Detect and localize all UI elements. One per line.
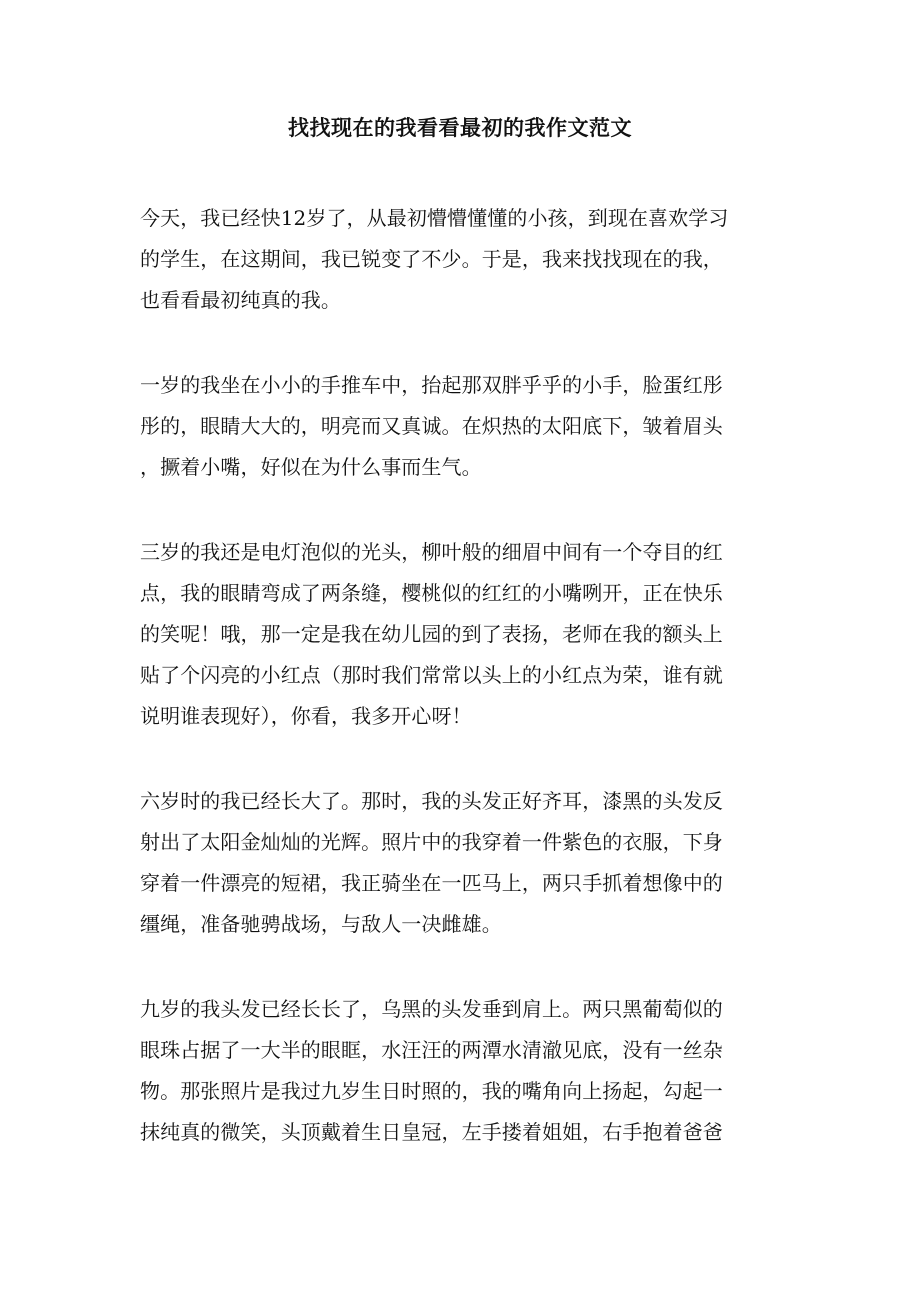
text-line: 三岁的我还是电灯泡似的光头，柳叶般的细眉中间有一个夺目的红 <box>140 540 723 564</box>
text-line: 的学生，在这期间，我已锐变了不少。于是，我来找找现在的我， <box>140 247 723 271</box>
text-line: 九岁的我头发已经长长了，乌黑的头发垂到肩上。两只黑葡萄似的 <box>140 997 723 1021</box>
text-line: 说明谁表现好），你看，我多开心呀！ <box>140 704 472 728</box>
document-title: 找找现在的我看看最初的我作文范文 <box>288 115 632 140</box>
text-line: 也看看最初纯真的我。 <box>140 288 341 312</box>
text-line: 彤的，眼睛大大的，明亮而又真诚。在炽热的太阳底下，皱着眉头 <box>140 414 723 438</box>
paragraph-1 <box>140 198 780 321</box>
text-line: 抹纯真的微笑，头顶戴着生日皇冠，左手搂着姐姐，右手抱着爸爸 <box>140 1120 723 1144</box>
text-line: 缰绳，准备驰骋战场，与敌人一决雌雄。 <box>140 912 502 936</box>
text-line: 一岁的我坐在小小的手推车中，抬起那双胖乎乎的小手，脸蛋红彤 <box>140 373 723 397</box>
paragraph-3 <box>140 532 780 737</box>
text-line: 物。那张照片是我过九岁生日时照的，我的嘴角向上扬起，勾起一 <box>140 1079 723 1103</box>
paragraph-2 <box>140 365 780 488</box>
paragraph-4 <box>140 781 780 945</box>
text-line: 射出了太阳金灿灿的光辉。照片中的我穿着一件紫色的衣服，下身 <box>140 830 723 854</box>
document-body <box>140 198 780 1197</box>
text-line: 点，我的眼睛弯成了两条缝，樱桃似的红红的小嘴咧开，正在快乐 <box>140 581 723 605</box>
paragraph-5 <box>140 989 780 1153</box>
text-line: 六岁时的我已经长大了。那时，我的头发正好齐耳，漆黑的头发反 <box>140 789 723 813</box>
text-line: 贴了个闪亮的小红点（那时我们常常以头上的小红点为荣，谁有就 <box>140 663 723 687</box>
text-line: 穿着一件漂亮的短裙，我正骑坐在一匹马上，两只手抓着想像中的 <box>140 871 723 895</box>
text-line: 今天，我已经快12岁了，从最初懵懵懂懂的小孩，到现在喜欢学习 <box>140 206 729 230</box>
text-line: 眼珠占据了一大半的眼眶，水汪汪的两潭水清澈见底，没有一丝杂 <box>140 1038 723 1062</box>
text-line: 的笑呢！哦，那一定是我在幼儿园的到了表扬，老师在我的额头上 <box>140 622 723 646</box>
text-line: ，撅着小嘴，好似在为什么事而生气。 <box>140 455 482 479</box>
